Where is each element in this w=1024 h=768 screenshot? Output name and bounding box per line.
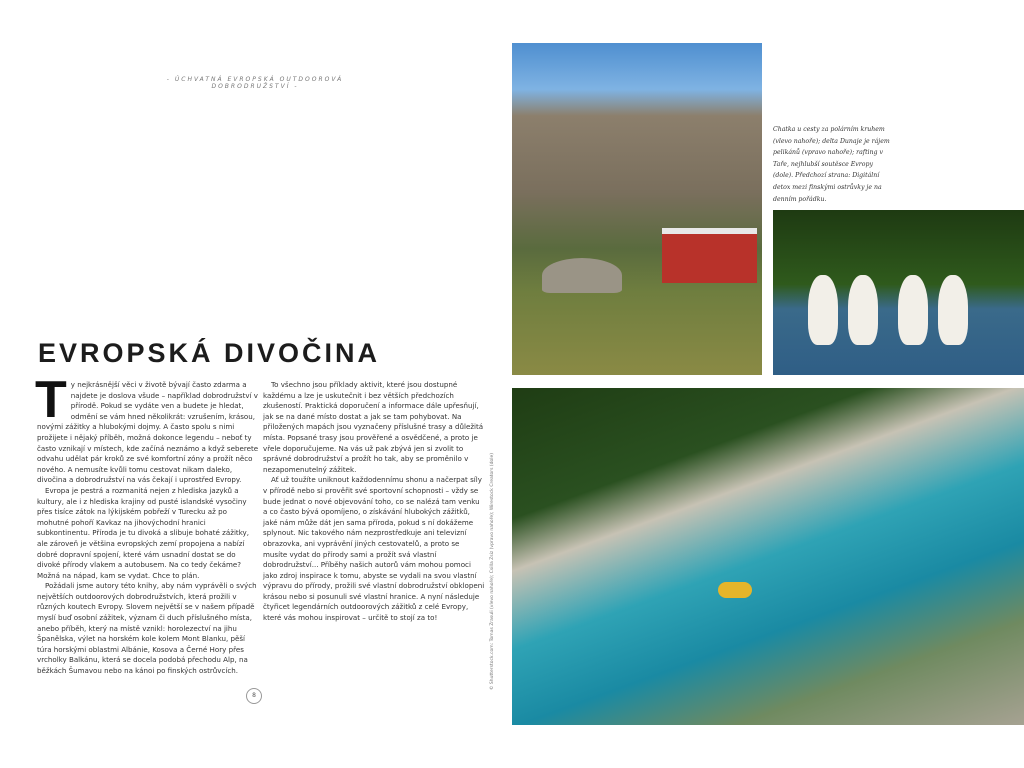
- photo-caption: Chatka u cesty za polárním kruhem (vlevo nahoře); delta Dunaje je rájem pelikánů (vpravo nahoře); rafting v Taře, nejhlubší soutěsce Evropy (dole). Předchozí strana: Digitální detox mezi finskými ostrůvky je na denním pořádku.: [773, 126, 890, 203]
- paragraph: [35, 371, 259, 486]
- drop-cap: T: [35, 371, 67, 429]
- body-column-2: [263, 380, 485, 624]
- rock: [542, 258, 622, 293]
- pelican: [848, 275, 878, 345]
- red-cabin: [662, 228, 757, 283]
- photo-pelicans: [773, 210, 1024, 375]
- paragraph: Evropa je pestrá a rozmanitá nejen z hlediska jazyků a kultury, ale i z hlediska krajiny od pusté islandské vysočiny přes tisíce zátok na lýkijském pobřeží v Turecku až po mohutné pohoří Kavkaz na jihovýchodní hranici subkontinentu. Příroda je tu divoká a slibuje bohaté zážitky, ale zároveň je většina evropských zemí propojena a nabízí dobré dopravní spojení, které vám usnadní dostat se do divoké přírody vlakem a autobusem. Na co tedy čekáme? Možná na nápad, kam se vydat. Chce to plán.: [37, 485, 250, 580]
- page-title: EVROPSKÁ DIVOČINA: [38, 338, 381, 368]
- pelican: [938, 275, 968, 345]
- pelican: [898, 275, 928, 345]
- pelican: [808, 275, 838, 345]
- raft: [718, 582, 752, 598]
- paragraph: To všechno jsou příklady aktivit, které jsou dostupné každému a lze je uskutečnit i bez větších předchozích zkušeností. Praktická doporučení a informace dále upřesňují, jak se na dané místo dostat a jak se tam pohybovat. Na přiložených mapách jsou vyznačeny příslušné trasy a důležitá místa. Popsané trasy jsou prověřené a osvědčené, a proto je vřele doporučujeme. Na vás už pak zbývá jen si zvolit to správné dobrodružství a prožít ho tak, aby se proměnilo v nezapomenutelný zážitek.: [263, 380, 484, 474]
- body-column-1: [35, 371, 259, 677]
- paragraph-text: y nejkrásnější věci v životě bývají často zdarma a najdete je doslova všude – například dobrodružství v přírodě. Pokud se vydáte ven a budete je hledat, odmění se vám hned několikrát: vzrušením, krásou, novými zážitky a hlubokými dojmy. A často spolu s nimi prožijete i nějaký příběh, možná dokonce legendu – neboť ty často vznikají v místech, kde začíná neznámo a když seberete odvahu udělat pár kroků ze své komfortní zóny a prožít něco nového. A nemusíte kvůli tomu cestovat nikam daleko, divočina a dobrodružství na vás čekají i uprostřed Evropy.: [37, 380, 259, 485]
- section-kicker: - ÚCHVATNÁ EVROPSKÁ OUTDOOROVÁ DOBRODRUŽSTVÍ -: [166, 76, 344, 90]
- paragraph: Ať už toužíte uniknout každodennímu shonu a načerpat síly v přírodě nebo si prověřit své sportovní schopnosti – vždy se bude jednat o nové objevování toho, co se nalézá tam venku a co často bývá opomíjeno, o získávání hlubokých zážitků, jaké nám může dát jen sama příroda, pokud s ní dokážeme splynout. Nic takového nám nezprostředkuje ani televizní obrazovka, ani vyprávění jiných cestovatelů, a proto se musíte vydat do přírody sami a prožít svá vlastní dobrodružství... Příběhy našich autorů vám mohou pomoci jako zdroj inspirace k tomu, abyste se vydali na svou vlastní výpravu do přírody, prožili své vlastní dobrodružství obklopeni krásou nebo si posunuli své vlastní hranice. A nyní následuje čtyřicet legendárních outdoorových zážitků z celé Evropy, které vás mohou inspirovat – určitě to stojí za to!: [263, 475, 485, 623]
- paragraph: Požádali jsme autory této knihy, aby nám vyprávěli o svých největších outdoorových dobrodružstvích, která prožili v různých koutech Evropy. Slovem největší se v našem případě myslí buď osobní zážitek, význam či duch příslušného místa, anebo příběh, který na místě vznikl: horolezectví na jihu Španělska, výlet na horském kole kolem Mont Blanku, pěší túra horskými oblastmi Albánie, Kosova a Černé Hory přes vrcholky Balkánu, která se docela podobá přechodu Alp, na běžkách Šumavou nebo na kánoi po finských ostrůvcích.: [37, 581, 257, 676]
- photo-rafting-river: [512, 388, 1024, 725]
- photo-credit: © Shutterstock.com: Tomas Zrasuli (vlevo nahoře); Csilla Zsiz (vpravo nahoře); Wirestock Creators (dole): [490, 452, 495, 690]
- page-number: 8: [246, 688, 262, 704]
- photo-cabin-arctic: [512, 43, 762, 375]
